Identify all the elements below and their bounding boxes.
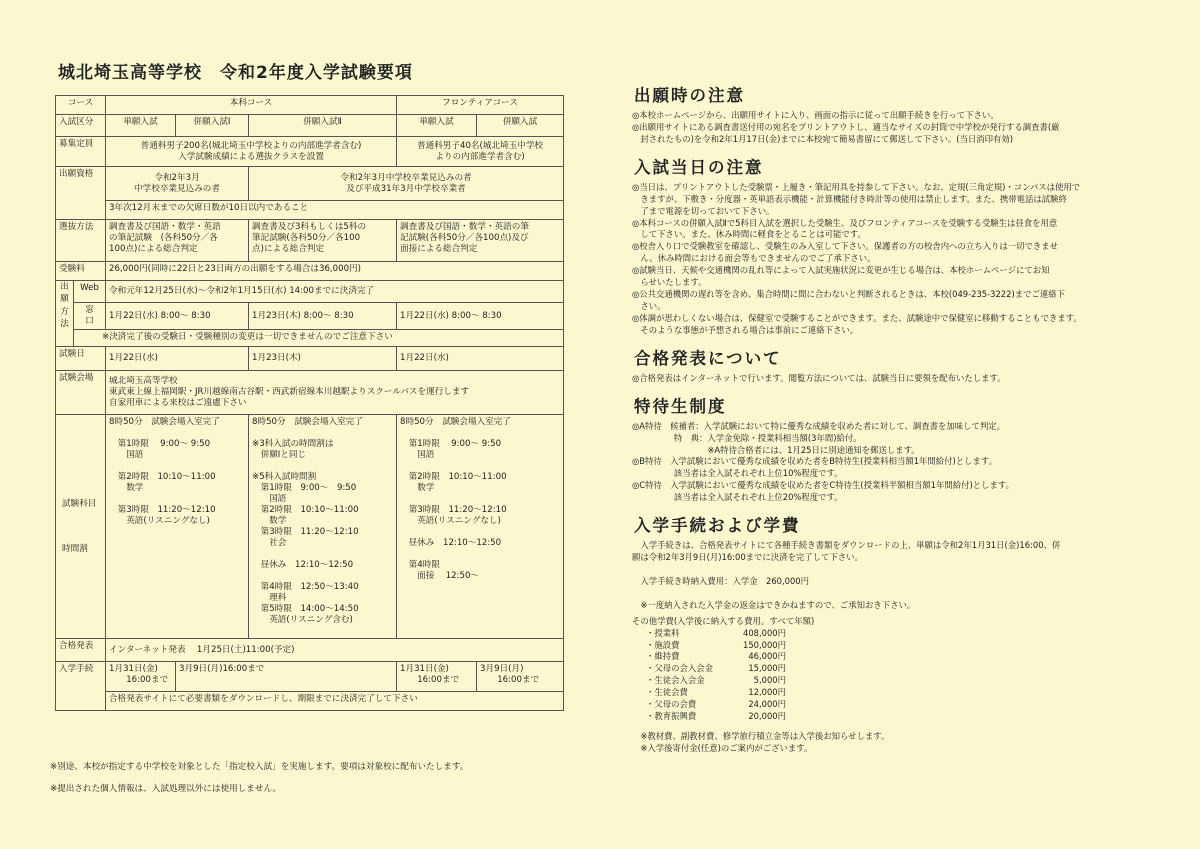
fee-row xyxy=(632,675,1162,687)
shikaku-tangan: 令和2年3月 中学校卒業見込みの者 xyxy=(106,167,249,201)
shikaku-label: 出願資格 xyxy=(56,167,106,220)
footnote-privacy: ※提出された個人情報は、入試処理以外には使用しません。 xyxy=(50,784,282,794)
senko-method-2: 調査書及び3科もしくは5科の 筆記試験(各科50分／各100 点)による総合判定 xyxy=(249,220,397,262)
schedule-label xyxy=(56,415,106,639)
happyo-value: インターネット発表 1月25日(土)11:00(予定) xyxy=(106,639,564,662)
fees-title: その他学費(入学後に納入する費用。すべて年額) xyxy=(632,615,815,626)
tetsuzuki-note: 合格発表サイトにて必要書類をダウンロードし、期限までに決済完了して下さい xyxy=(106,692,564,711)
senko-method-3: 調査書及び国語・数学・英語の筆 記試験(各科50分／各100点)及び 面接による総合判定 xyxy=(397,220,564,262)
shutsugan-label xyxy=(56,281,74,347)
section-body-tokutai: ◎A特待 候補者：入学試験において特に優秀な成績を収めた者に対して、調査書を加味して判定。 特 典：入学金免除・授業料相当額(3年間)給付。 ※A特待合格者には、1月25日に別途通知を郵送します。 ◎B特待 入学試験において優秀な成績を収めた者をB特待生(授業料相当額1年間給付)とします。 該当者は全入試それぞれ上位10%程度です。 ◎C特待 入学試験において優秀な成績を収めた者をC特待生(授業料半額相当額1年間給付)とします。 該当者は全入試それぞれ上位20%程度です。 xyxy=(632,420,1014,503)
teiin-honka: 普通科男子200名(城北埼玉中学校よりの内部進学者含む) 入学試験成績による選抜クラスを設置 xyxy=(106,137,397,167)
fee-amount: 15,000円 xyxy=(748,663,786,674)
fee-amount: 150,000円 xyxy=(742,639,786,650)
course-header-label: コース xyxy=(56,96,106,115)
section-body-toujitsu: ◎当日は、プリントアウトした受験票・上履き・筆記用具を持参して下さい。なお、定規(三角定規)・コンパスは使用で きますが、下敷き・分度器・英単語表示機能・計算機能付き時計等の使用は禁止します。また、携帯電話は試験終 了まで電源を切っておいて下さい。 ◎本科コースの併願入試Ⅱで5科目入試を選択した受験生、及びフロンティアコースを受験する受験生は昼食を用意 して下さい。また、休み時間に軽食をとることは可能です。 ◎校舎入り口で受験教室を確認し、受験生のみ入室して下さい。保護者の方の校舎内への立ち入りは一切できませ ん。休み時間における面会等もできませんのでご了承下さい。 ◎試験当日、天候や交通機関の乱れ等によって入試実施状況に変更が生じる場合は、本校ホームページにてお知 らせいたします。 ◎公共交通機関の遅れ等を含め、集合時間に間に合わないと判断されるときは、本校(049-235-3222)までご連絡下 さい。 ◎体調が思わしくない場合は、保健室で受験することができます。また、試験途中で保健室に移動することもできます。 そのような事態が予想される場合は事前にご連絡下さい。 xyxy=(632,181,1082,335)
venue-value: 城北埼玉高等学校 東武東上線上福岡駅・JR川越線南古谷駅・西武新宿線本川越駅よりスクールバスを運行します 自家用車による来校はご遠慮下さい xyxy=(106,371,564,415)
schedule-frontier: 8時50分 試験会場入室完了 第1時限 9:00～ 9:50 国語 第2時限 10:10～11:00 数学 第3時限 11:20～12:10 英語(リスニングなし) 昼休み 12:10～12:50 第4時限 面接 12:50～ xyxy=(397,415,564,639)
fee-row xyxy=(632,663,1162,675)
schedule-heigan: 8時50分 試験会場入室完了 ※3科入試の時間割は 併願Ⅰと同じ ※5科入試時間割 第1時限 9:00～ 9:50 国語 第2時限 10:10～11:00 数学 第3時限 11:20～12:10 社会 昼休み 12:10～12:50 第4時限 12:50～13:40 理科 第5時限 14:00～14:50 英語(リスニング含む) xyxy=(249,415,397,639)
tetsuzuki-deadline-1: 1月31日(金) 16:00まで xyxy=(106,662,176,692)
venue-label: 試験会場 xyxy=(56,371,106,415)
section-body-tetsuzuki: 入学手続きは、合格発表サイトにて各種手続き書類をダウンロードの上、単願は令和2年1月31日(金)16:00、併 願は令和2年3月9日(月)16:00までに決済を完了して下さい。 入学手続き時納入費用：入学金 260,000円 ※一度納入された入学金の返金はできかねますので、ご承知おき下さい。 xyxy=(632,540,1061,610)
senko-label: 選抜方法 xyxy=(56,220,106,262)
fee-row xyxy=(632,651,1162,663)
teiin-label: 募集定員 xyxy=(56,137,106,167)
ryo-value: 26,000円(同時に22日と23日両方の出願をする場合は36,000円) xyxy=(106,262,564,281)
fee-row xyxy=(632,699,1162,711)
mado-time-2: 1月23日(木) 8:00～ 8:30 xyxy=(249,303,397,330)
fee-amount: 5,000円 xyxy=(753,675,786,686)
section-body-happyo: ◎合格発表はインターネットで行います。閲覧方法については、試験当日に要領を配布いたします。 xyxy=(632,372,1006,383)
tetsuzuki-deadline-4: 3月9日(月) 16:00まで xyxy=(477,662,564,692)
date-1: 1月22日(水) xyxy=(106,347,249,371)
mado-label: 窓 口 xyxy=(74,303,106,330)
kubun-frontier-heigan: 併願入試 xyxy=(477,115,564,137)
notes-column xyxy=(632,82,1162,763)
fee-name: ・施設費 xyxy=(646,639,680,650)
fee-row xyxy=(632,628,1162,640)
page-title: 城北埼玉高等学校 令和2年度入学試験要項 xyxy=(58,63,413,83)
honka-course-header: 本科コース xyxy=(106,96,397,115)
admission-table xyxy=(55,95,564,711)
frontier-course-header: フロンティアコース xyxy=(397,96,564,115)
web-label: Web xyxy=(74,281,106,303)
section-heading-tokutai: 特待生制度 xyxy=(634,396,727,416)
fee-name: ・維持費 xyxy=(646,651,680,662)
date-2: 1月23日(木) xyxy=(249,347,397,371)
shikaku-note: 3年次12月末までの欠席日数が10日以内であること xyxy=(106,201,564,220)
schedule-label-timetable: 時間割 xyxy=(62,543,88,554)
shutsugan-label-text: 出 願 方 法 xyxy=(60,282,69,330)
kubun-frontier-tangan: 単願入試 xyxy=(397,115,477,137)
section-body-shutsugan: ◎本校ホームページから、出願用サイトに入り、画面の指示に従って出願手続きを行って下さい。 ◎出願用サイトにある調査書送付用の宛名をプリントアウトし、適当なサイズの封筒で中学校が発行する調査書(厳 封されたもの)を令和2年1月17日(金)までに本校宛て簡易書留にて郵送して下さい。(当日消印有効) xyxy=(632,110,1060,144)
happyo-label: 合格発表 xyxy=(56,639,106,662)
schedule-label-subjects: 試験科目 xyxy=(62,498,97,509)
web-period: 令和元年12月25日(水)～令和2年1月15日(水) 14:00までに決済完了 xyxy=(106,281,564,303)
fee-row xyxy=(632,711,1162,723)
tetsuzuki-deadline-3: 1月31日(金) 16:00まで xyxy=(397,662,477,692)
kubun-tangan: 単願入試 xyxy=(106,115,176,137)
fee-name: ・授業料 xyxy=(646,627,680,638)
fee-row xyxy=(632,640,1162,652)
fee-amount: 408,000円 xyxy=(742,627,786,638)
footnote-shiteiko: ※別途、本校が指定する中学校を対象とした「指定校入試」を実施します。要項は対象校に配布いたします。 xyxy=(50,762,469,772)
kubun-label: 入試区分 xyxy=(56,115,106,137)
section-heading-toujitsu: 入試当日の注意 xyxy=(634,157,764,177)
schedule-tangan: 8時50分 試験会場入室完了 第1時限 9:00～ 9:50 国語 第2時限 10:10～11:00 数学 第3時限 11:20～12:10 英語(リスニングなし) xyxy=(106,415,249,639)
fee-amount: 12,000円 xyxy=(748,687,786,698)
tetsuzuki-label: 入学手続 xyxy=(56,662,106,711)
ryo-label: 受験料 xyxy=(56,262,106,281)
fees-list xyxy=(632,616,1162,723)
date-label: 試験日 xyxy=(56,347,106,371)
shutsugan-note: ※決済完了後の受験日・受験種別の変更は一切できませんのでご注意下さい xyxy=(74,330,564,347)
mado-time-3: 1月22日(水) 8:00～ 8:30 xyxy=(397,303,564,330)
section-heading-shutsugan: 出願時の注意 xyxy=(634,86,745,105)
fee-name: ・生徒会入会金 xyxy=(646,675,705,686)
fee-amount: 46,000円 xyxy=(748,651,786,662)
fee-name: ・教育振興費 xyxy=(646,711,697,722)
fee-name: ・父母の会費 xyxy=(646,699,697,710)
kubun-heigan-2: 併願入試Ⅱ xyxy=(249,115,397,137)
senko-method-1: 調査書及び国語・数学・英語 の筆記試験 (各科50分／各 100点)による総合判定 xyxy=(106,220,249,262)
tetsuzuki-deadline-2: 3月9日(月)16:00まで xyxy=(176,662,397,692)
mado-time-1: 1月22日(水) 8:00～ 8:30 xyxy=(106,303,249,330)
date-3: 1月22日(水) xyxy=(397,347,564,371)
shikaku-heigan: 令和2年3月中学校卒業見込みの者 及び平成31年3月中学校卒業者 xyxy=(249,167,564,201)
fee-amount: 24,000円 xyxy=(748,699,786,710)
fee-name: ・生徒会費 xyxy=(646,687,688,698)
teiin-frontier: 普通科男子40名(城北埼玉中学校 よりの内部進学者含む) xyxy=(397,137,564,167)
section-heading-tetsuzuki: 入学手続および学費 xyxy=(634,516,801,536)
section-heading-happyo: 合格発表について xyxy=(634,348,782,368)
fees-notes: ※教材費、副教材費、修学旅行積立金等は入学後お知らせします。 ※入学後寄付金(任意)のご案内がございます。 xyxy=(640,730,890,753)
fee-name: ・父母の会入会金 xyxy=(646,663,713,674)
kubun-heigan-1: 併願入試Ⅰ xyxy=(176,115,249,137)
fee-row xyxy=(632,687,1162,699)
fee-amount: 20,000円 xyxy=(748,711,786,722)
